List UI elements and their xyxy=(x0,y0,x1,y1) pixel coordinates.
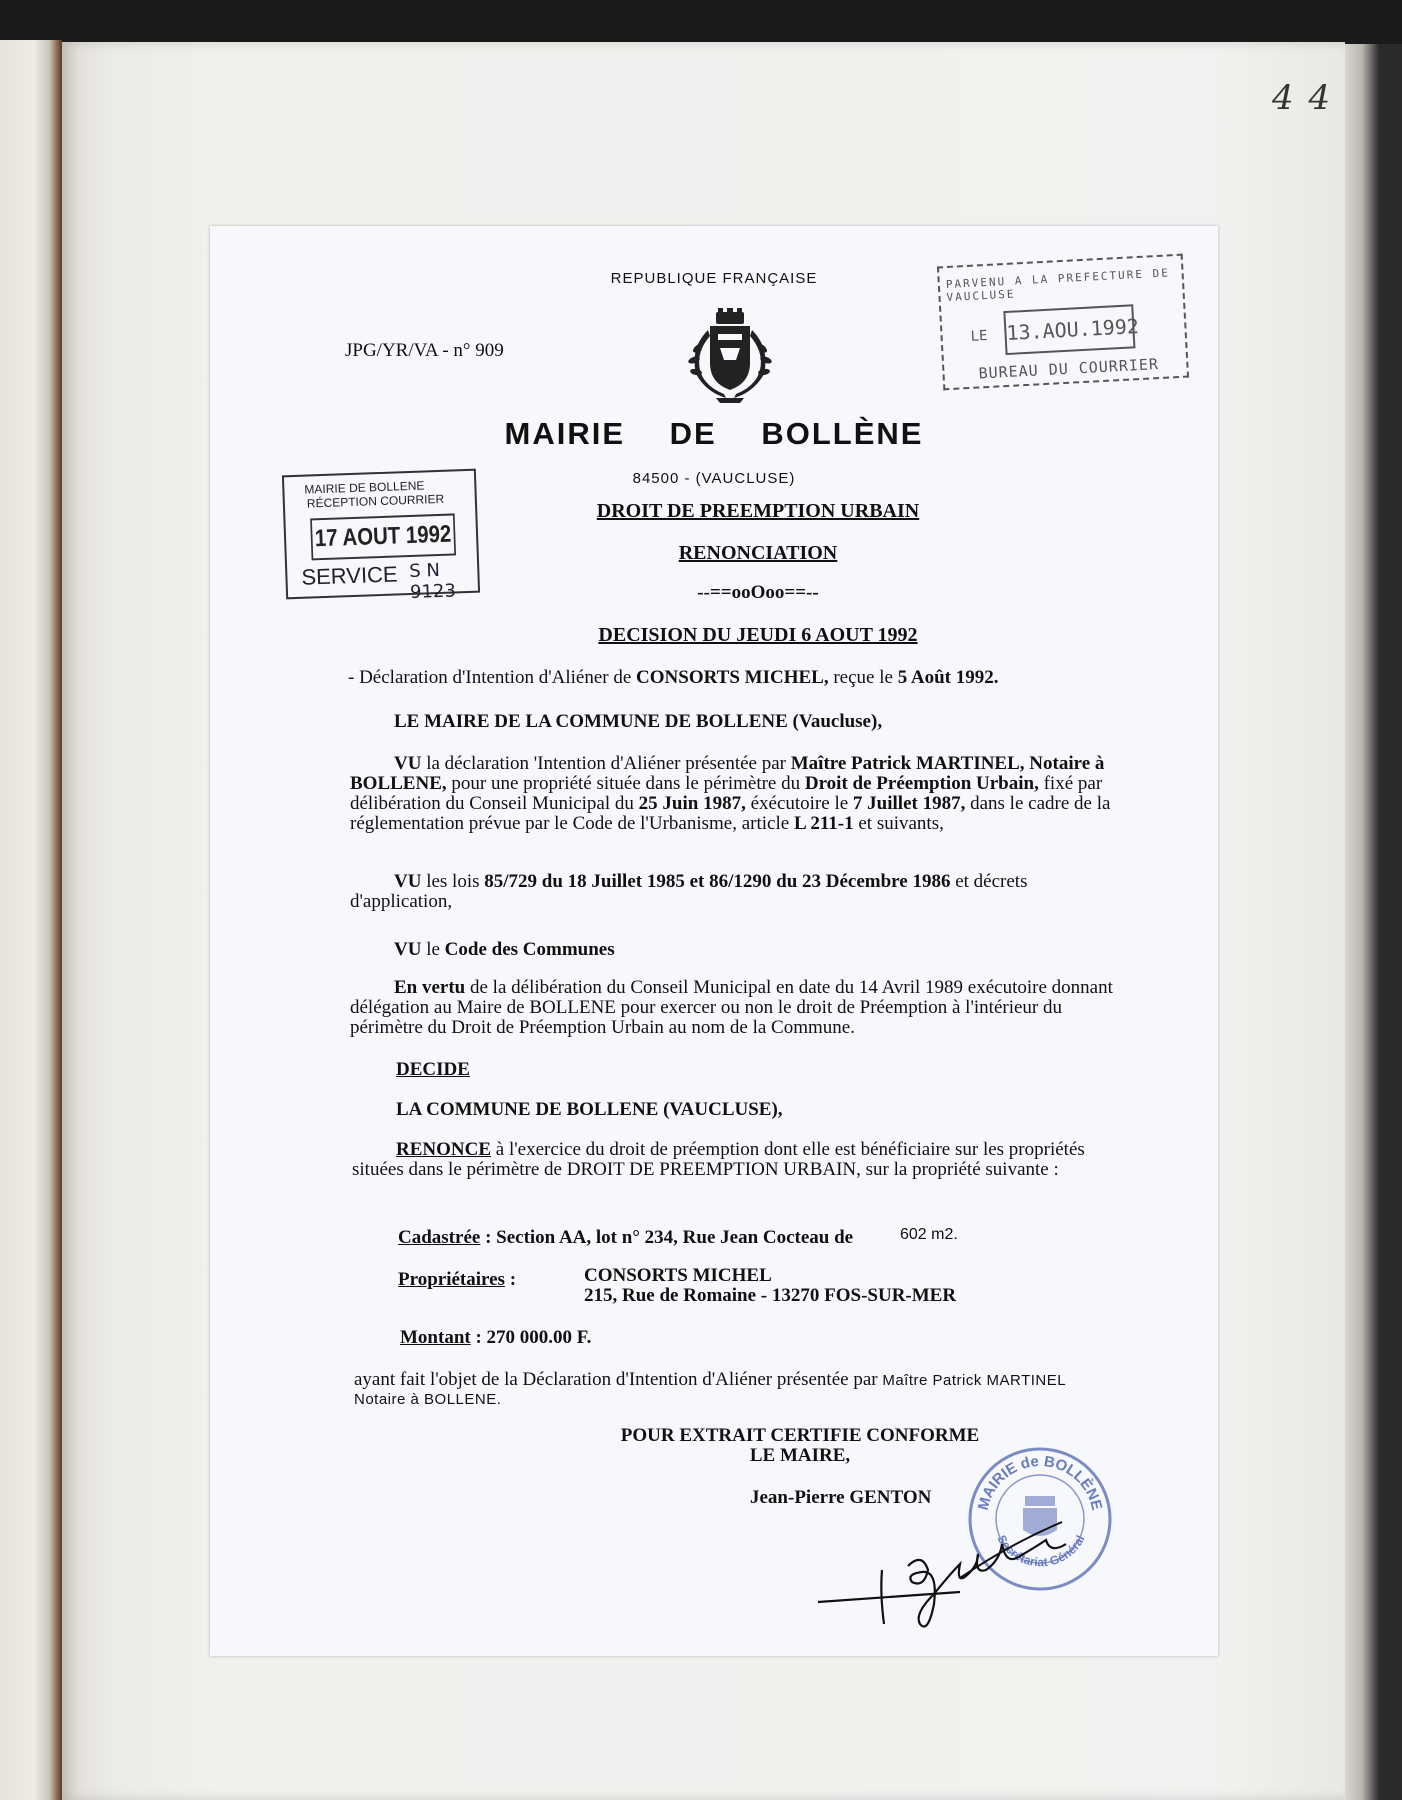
declaration-date: 5 Août 1992. xyxy=(897,667,999,688)
vu-paragraph-2 xyxy=(350,872,1134,912)
vu-label: VU xyxy=(394,939,422,960)
renonce-label: RENONCE xyxy=(396,1139,492,1160)
mayor-name: Jean-Pierre GENTON xyxy=(750,1487,932,1508)
maire-heading: LE MAIRE DE LA COMMUNE DE BOLLENE (Vaucluse), xyxy=(394,711,883,732)
vu1-text-4: éxécutoire le xyxy=(745,793,853,814)
vu3-code: Code des Communes xyxy=(444,939,615,960)
seal-bottom-text: Secrétariat Général xyxy=(994,1532,1088,1570)
declaration-line xyxy=(348,668,1108,688)
ayant-text: ayant fait l'objet de la Déclaration d'Intention d'Aliéner présentée par xyxy=(354,1369,883,1390)
proprietaires-line xyxy=(398,1270,516,1290)
extrait-line: POUR EXTRAIT CERTIFIE CONFORME xyxy=(620,1425,980,1446)
prefecture-stamp-date: 13.AOU.1992 xyxy=(1003,304,1135,355)
prefecture-stamp-le: LE xyxy=(970,327,988,345)
proprietaires-label: Propriétaires xyxy=(398,1269,505,1290)
prefecture-stamp-line1: PARVENU A LA PREFECTURE DE VAUCLUSE xyxy=(945,266,1171,305)
binder-spine xyxy=(0,40,62,1800)
declaration-prefix: - Déclaration d'Intention d'Aliéner de xyxy=(348,667,637,688)
reception-stamp-date: 17 AOUT 1992 xyxy=(310,513,456,560)
en-vertu-text: de la délibération du Conseil Municipal en date du 14 Avril 1989 exécutoire donnant délégation au Maire de BOLLENE pour exercer ou non le droit de Préemption à l'intérieur du périmètre du Droit de Préemption Urbain au nom de la Commune. xyxy=(350,977,1113,1038)
folio-number: 4 4 xyxy=(1272,78,1333,118)
vu-label: VU xyxy=(394,871,422,892)
reception-stamp-line2: RÉCEPTION COURRIER xyxy=(306,491,445,511)
ayant-notaire: Maître Patrick MARTINEL xyxy=(882,1372,1067,1389)
en-vertu-label: En vertu xyxy=(394,977,466,998)
vu1-text-1: la déclaration 'Intention d'Aliéner présentée par xyxy=(421,753,791,774)
page-edge xyxy=(1345,44,1402,1800)
seal-top-text: MAIRIE de BOLLÈNE xyxy=(974,1452,1106,1513)
vu2-laws: 85/729 du 18 Juillet 1985 et 86/1290 du 23 Décembre 1986 xyxy=(484,871,951,892)
vu1-text-3: fixé par délibération du Conseil Municipal du xyxy=(350,773,1103,814)
vu1-dpu: Droit de Préemption Urbain, xyxy=(804,773,1039,794)
coat-of-arms-icon xyxy=(680,308,780,404)
republic-heading: REPUBLIQUE FRANÇAISE xyxy=(610,270,818,287)
vu-paragraph-3 xyxy=(394,940,615,960)
vu2-text-1: les lois xyxy=(421,871,485,892)
vu-paragraph-1 xyxy=(350,754,1134,834)
cadastre-text: : Section AA, lot n° 234, Rue Jean Cocteau de xyxy=(480,1227,854,1248)
reference-number: JPG/YR/VA - n° 909 xyxy=(345,340,504,361)
cadastre-line xyxy=(398,1228,853,1248)
vu1-date-2: 7 Juillet 1987, xyxy=(852,793,966,814)
vu1-text-5: dans le cadre de la réglementation prévue par le Code de l'Urbanisme, article xyxy=(350,793,1111,834)
ayant-paragraph xyxy=(354,1370,1174,1391)
decision-document xyxy=(210,226,1218,1656)
vu2-text-2: et décrets d'application, xyxy=(350,871,1028,912)
decision-title: DECISION DU JEUDI 6 AOUT 1992 xyxy=(598,624,918,646)
ayant-notaire-line2: Notaire à BOLLENE. xyxy=(354,1391,502,1408)
vu1-text-2: pour une propriété située dans le périmètre du xyxy=(446,773,805,794)
en-vertu-paragraph xyxy=(350,978,1134,1038)
montant-label: Montant xyxy=(400,1327,471,1348)
prefecture-stamp-bureau: BUREAU DU COURRIER xyxy=(978,355,1160,383)
cadastre-label: Cadastrée xyxy=(398,1227,481,1248)
vu1-text-6: et suivants, xyxy=(853,813,944,834)
declaration-mid: reçue le xyxy=(828,667,898,688)
subject-heading: DROIT DE PREEMPTION URBAIN xyxy=(596,500,920,522)
prefecture-stamp xyxy=(937,254,1189,391)
vu1-date-1: 25 Juin 1987, xyxy=(638,793,746,814)
renonce-paragraph xyxy=(352,1140,1136,1180)
commune-heading: LA COMMUNE DE BOLLENE (VAUCLUSE), xyxy=(396,1099,783,1120)
decide-heading: DECIDE xyxy=(396,1059,470,1080)
reception-stamp-number: S N 9123 xyxy=(408,559,457,604)
declaration-name: CONSORTS MICHEL, xyxy=(636,667,829,688)
reception-stamp-line1: MAIRIE DE BOLLENE xyxy=(304,478,425,497)
cadastre-area: 602 m2. xyxy=(900,1226,958,1243)
vu1-notaire: Maître Patrick MARTINEL, Notaire à BOLLENE, xyxy=(350,753,1105,794)
renonce-text: à l'exercice du droit de préemption dont elle est bénéficiaire sur les propriétés situées dans le périmètre de DROIT DE PREEMPTION URBAIN, sur la propriété suivante : xyxy=(352,1139,1085,1180)
proprietaires-colon: : xyxy=(504,1269,517,1290)
vu3-text-1: le xyxy=(421,939,445,960)
vu-label: VU xyxy=(394,753,422,774)
mayor-signature-icon xyxy=(810,1474,1070,1634)
mairie-title: MAIRIE DE BOLLÈNE xyxy=(504,416,924,451)
separator: --==ooOoo==-- xyxy=(697,582,819,603)
montant-line xyxy=(400,1328,591,1348)
montant-value: : 270 000.00 F. xyxy=(470,1327,592,1348)
reception-stamp xyxy=(282,469,480,604)
postal-line: 84500 - (VAUCLUSE) xyxy=(632,470,796,487)
le-maire-line: LE MAIRE, xyxy=(749,1445,851,1466)
vu1-article: L 211-1 xyxy=(793,813,854,834)
renonciation-heading: RENONCIATION xyxy=(678,542,838,564)
proprietaires-name: CONSORTS MICHEL xyxy=(584,1265,772,1286)
reception-stamp-service: SERVICE xyxy=(301,561,399,590)
proprietaires-address: 215, Rue de Romaine - 13270 FOS-SUR-MER xyxy=(584,1285,957,1306)
